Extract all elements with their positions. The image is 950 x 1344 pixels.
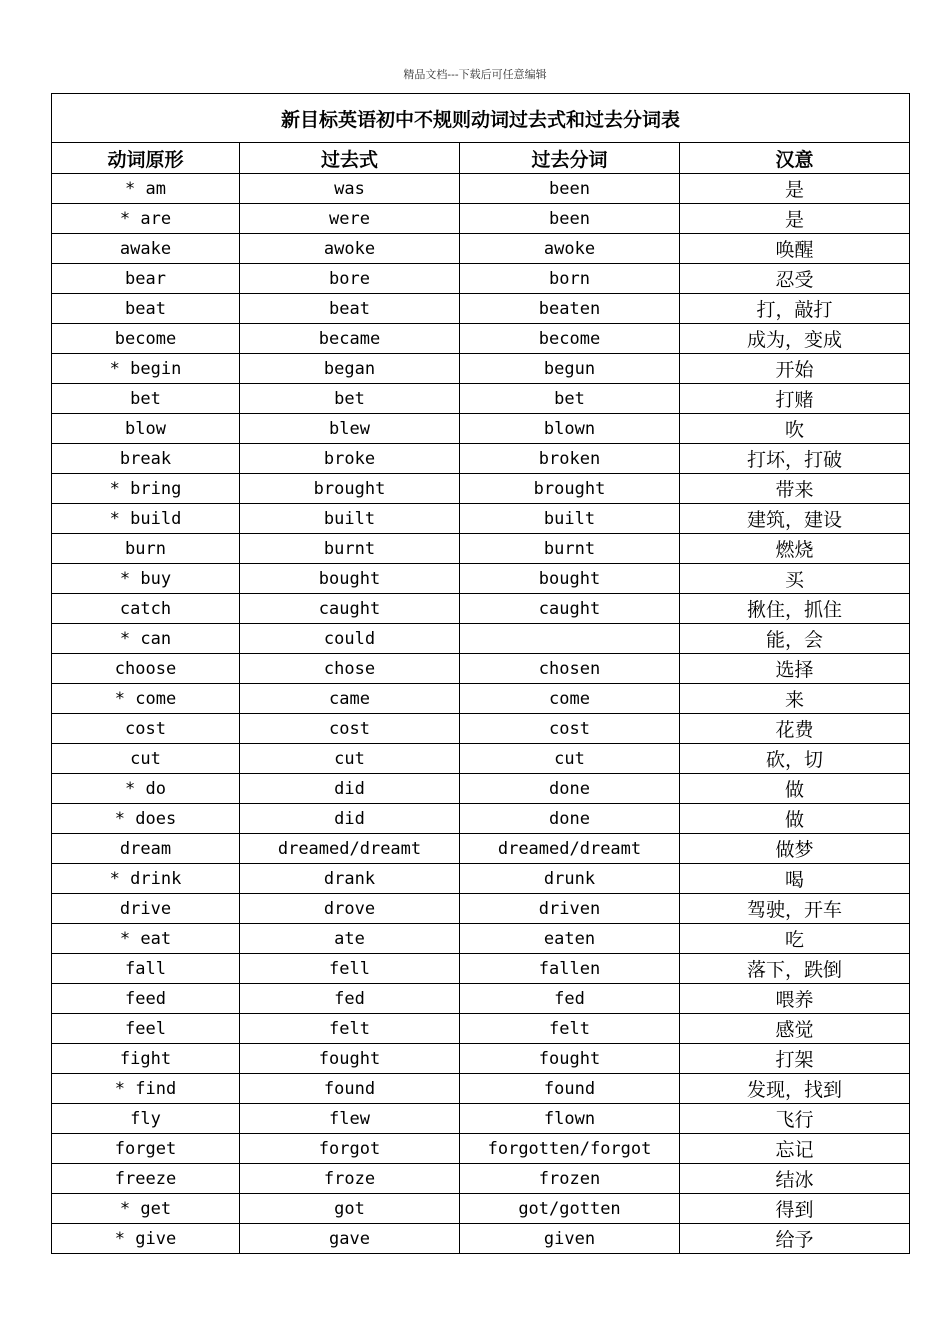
table-row bbox=[52, 1224, 910, 1254]
cell-past-participle: come bbox=[460, 684, 680, 714]
table-row bbox=[52, 174, 910, 204]
table-row bbox=[52, 264, 910, 294]
cell-base-form: feel bbox=[52, 1014, 240, 1044]
cell-base-form: * am bbox=[52, 174, 240, 204]
column-header-base-form: 动词原形 bbox=[52, 143, 240, 174]
table-row bbox=[52, 804, 910, 834]
cell-past-tense: bet bbox=[240, 384, 460, 414]
cell-past-tense: beat bbox=[240, 294, 460, 324]
cell-past-participle: given bbox=[460, 1224, 680, 1254]
table-row bbox=[52, 744, 910, 774]
table-row bbox=[52, 654, 910, 684]
cell-base-form: * can bbox=[52, 624, 240, 654]
cell-meaning: 忘记 bbox=[680, 1134, 910, 1164]
cell-base-form: blow bbox=[52, 414, 240, 444]
cell-past-participle: been bbox=[460, 204, 680, 234]
table-row bbox=[52, 894, 910, 924]
table-row bbox=[52, 774, 910, 804]
cell-past-participle: beaten bbox=[460, 294, 680, 324]
cell-meaning: 落下，跌倒 bbox=[680, 954, 910, 984]
table-row bbox=[52, 1014, 910, 1044]
cell-past-participle: felt bbox=[460, 1014, 680, 1044]
cell-past-participle: fallen bbox=[460, 954, 680, 984]
cell-base-form: freeze bbox=[52, 1164, 240, 1194]
cell-meaning: 揪住，抓住 bbox=[680, 594, 910, 624]
cell-meaning: 喝 bbox=[680, 864, 910, 894]
table-row bbox=[52, 414, 910, 444]
cell-base-form: * get bbox=[52, 1194, 240, 1224]
cell-past-participle: cut bbox=[460, 744, 680, 774]
cell-meaning: 飞行 bbox=[680, 1104, 910, 1134]
cell-base-form: fly bbox=[52, 1104, 240, 1134]
table-row bbox=[52, 864, 910, 894]
cell-base-form: * does bbox=[52, 804, 240, 834]
table-row bbox=[52, 324, 910, 354]
cell-past-participle: fought bbox=[460, 1044, 680, 1074]
cell-base-form: * come bbox=[52, 684, 240, 714]
cell-base-form: fight bbox=[52, 1044, 240, 1074]
cell-past-tense: brought bbox=[240, 474, 460, 504]
cell-meaning: 来 bbox=[680, 684, 910, 714]
cell-past-tense: was bbox=[240, 174, 460, 204]
cell-base-form: cut bbox=[52, 744, 240, 774]
cell-meaning: 发现，找到 bbox=[680, 1074, 910, 1104]
table-row bbox=[52, 1074, 910, 1104]
cell-past-participle: bought bbox=[460, 564, 680, 594]
cell-base-form: * bring bbox=[52, 474, 240, 504]
cell-past-participle: burnt bbox=[460, 534, 680, 564]
cell-past-tense: drank bbox=[240, 864, 460, 894]
cell-base-form: * begin bbox=[52, 354, 240, 384]
cell-past-tense: ate bbox=[240, 924, 460, 954]
cell-past-participle: become bbox=[460, 324, 680, 354]
cell-base-form: * buy bbox=[52, 564, 240, 594]
cell-meaning: 做 bbox=[680, 804, 910, 834]
cell-meaning: 砍，切 bbox=[680, 744, 910, 774]
cell-meaning: 吃 bbox=[680, 924, 910, 954]
table-row bbox=[52, 204, 910, 234]
cell-meaning: 建筑，建设 bbox=[680, 504, 910, 534]
header-note: 精品文档---下载后可任意编辑 bbox=[403, 68, 547, 81]
cell-past-participle: blown bbox=[460, 414, 680, 444]
cell-past-tense: did bbox=[240, 804, 460, 834]
cell-past-tense: found bbox=[240, 1074, 460, 1104]
cell-meaning: 带来 bbox=[680, 474, 910, 504]
cell-base-form: drive bbox=[52, 894, 240, 924]
cell-base-form: forget bbox=[52, 1134, 240, 1164]
cell-past-tense: did bbox=[240, 774, 460, 804]
cell-meaning: 给予 bbox=[680, 1224, 910, 1254]
cell-base-form: * find bbox=[52, 1074, 240, 1104]
cell-base-form: feed bbox=[52, 984, 240, 1014]
cell-meaning: 做 bbox=[680, 774, 910, 804]
cell-past-tense: bore bbox=[240, 264, 460, 294]
cell-past-tense: built bbox=[240, 504, 460, 534]
column-header-meaning: 汉意 bbox=[680, 143, 910, 174]
cell-base-form: fall bbox=[52, 954, 240, 984]
cell-past-tense: forgot bbox=[240, 1134, 460, 1164]
cell-meaning: 忍受 bbox=[680, 264, 910, 294]
column-header-past-participle: 过去分词 bbox=[460, 143, 680, 174]
cell-meaning: 买 bbox=[680, 564, 910, 594]
cell-past-tense: fed bbox=[240, 984, 460, 1014]
table-row bbox=[52, 714, 910, 744]
cell-past-tense: were bbox=[240, 204, 460, 234]
table-row bbox=[52, 984, 910, 1014]
table-row bbox=[52, 354, 910, 384]
cell-past-participle: fed bbox=[460, 984, 680, 1014]
cell-past-participle: chosen bbox=[460, 654, 680, 684]
cell-meaning: 吹 bbox=[680, 414, 910, 444]
cell-past-participle: brought bbox=[460, 474, 680, 504]
table-row bbox=[52, 1044, 910, 1074]
cell-past-participle: done bbox=[460, 774, 680, 804]
cell-past-participle: awoke bbox=[460, 234, 680, 264]
cell-base-form: * do bbox=[52, 774, 240, 804]
cell-past-participle: flown bbox=[460, 1104, 680, 1134]
cell-past-participle bbox=[460, 624, 680, 654]
table-body bbox=[52, 174, 910, 1254]
cell-past-participle: dreamed/dreamt bbox=[460, 834, 680, 864]
cell-base-form: break bbox=[52, 444, 240, 474]
cell-past-participle: born bbox=[460, 264, 680, 294]
cell-base-form: * give bbox=[52, 1224, 240, 1254]
table-row bbox=[52, 534, 910, 564]
cell-base-form: burn bbox=[52, 534, 240, 564]
table-row bbox=[52, 624, 910, 654]
table-row bbox=[52, 294, 910, 324]
cell-past-tense: flew bbox=[240, 1104, 460, 1134]
cell-past-tense: caught bbox=[240, 594, 460, 624]
cell-past-participle: built bbox=[460, 504, 680, 534]
cell-base-form: become bbox=[52, 324, 240, 354]
cell-past-participle: caught bbox=[460, 594, 680, 624]
cell-meaning: 开始 bbox=[680, 354, 910, 384]
cell-base-form: * eat bbox=[52, 924, 240, 954]
table-row bbox=[52, 594, 910, 624]
cell-meaning: 得到 bbox=[680, 1194, 910, 1224]
table-row bbox=[52, 924, 910, 954]
cell-meaning: 结冰 bbox=[680, 1164, 910, 1194]
cell-past-participle: begun bbox=[460, 354, 680, 384]
cell-meaning: 是 bbox=[680, 174, 910, 204]
table-row bbox=[52, 954, 910, 984]
cell-base-form: beat bbox=[52, 294, 240, 324]
cell-past-participle: frozen bbox=[460, 1164, 680, 1194]
cell-meaning: 驾驶，开车 bbox=[680, 894, 910, 924]
table-row bbox=[52, 1194, 910, 1224]
table-row bbox=[52, 1104, 910, 1134]
cell-meaning: 能，会 bbox=[680, 624, 910, 654]
cell-meaning: 燃烧 bbox=[680, 534, 910, 564]
cell-meaning: 打坏，打破 bbox=[680, 444, 910, 474]
cell-meaning: 感觉 bbox=[680, 1014, 910, 1044]
cell-meaning: 喂养 bbox=[680, 984, 910, 1014]
cell-past-participle: found bbox=[460, 1074, 680, 1104]
cell-past-participle: eaten bbox=[460, 924, 680, 954]
cell-base-form: bear bbox=[52, 264, 240, 294]
table-row bbox=[52, 1134, 910, 1164]
table-row bbox=[52, 474, 910, 504]
cell-meaning: 花费 bbox=[680, 714, 910, 744]
table-row bbox=[52, 234, 910, 264]
cell-base-form: bet bbox=[52, 384, 240, 414]
table-title-row bbox=[52, 94, 910, 143]
cell-meaning: 打赌 bbox=[680, 384, 910, 414]
cell-base-form: * are bbox=[52, 204, 240, 234]
cell-meaning: 打，敲打 bbox=[680, 294, 910, 324]
cell-past-tense: blew bbox=[240, 414, 460, 444]
cell-past-participle: cost bbox=[460, 714, 680, 744]
cell-base-form: awake bbox=[52, 234, 240, 264]
cell-past-tense: awoke bbox=[240, 234, 460, 264]
cell-past-tense: burnt bbox=[240, 534, 460, 564]
cell-past-tense: fell bbox=[240, 954, 460, 984]
cell-past-tense: drove bbox=[240, 894, 460, 924]
cell-meaning: 选择 bbox=[680, 654, 910, 684]
cell-past-participle: driven bbox=[460, 894, 680, 924]
table-row bbox=[52, 444, 910, 474]
table-row bbox=[52, 834, 910, 864]
table-row bbox=[52, 1164, 910, 1194]
column-header-past-tense: 过去式 bbox=[240, 143, 460, 174]
cell-base-form: catch bbox=[52, 594, 240, 624]
cell-past-tense: dreamed/dreamt bbox=[240, 834, 460, 864]
cell-base-form: * drink bbox=[52, 864, 240, 894]
cell-past-participle: broken bbox=[460, 444, 680, 474]
cell-past-participle: been bbox=[460, 174, 680, 204]
cell-past-participle: drunk bbox=[460, 864, 680, 894]
cell-past-participle: got/gotten bbox=[460, 1194, 680, 1224]
cell-meaning: 打架 bbox=[680, 1044, 910, 1074]
cell-meaning: 是 bbox=[680, 204, 910, 234]
table-header-row bbox=[52, 143, 910, 174]
cell-past-tense: froze bbox=[240, 1164, 460, 1194]
table-row bbox=[52, 684, 910, 714]
cell-past-tense: came bbox=[240, 684, 460, 714]
cell-past-tense: got bbox=[240, 1194, 460, 1224]
cell-past-tense: began bbox=[240, 354, 460, 384]
cell-meaning: 成为，变成 bbox=[680, 324, 910, 354]
cell-past-participle: done bbox=[460, 804, 680, 834]
cell-past-tense: could bbox=[240, 624, 460, 654]
cell-meaning: 唤醒 bbox=[680, 234, 910, 264]
cell-base-form: cost bbox=[52, 714, 240, 744]
cell-base-form: * build bbox=[52, 504, 240, 534]
cell-past-tense: gave bbox=[240, 1224, 460, 1254]
cell-meaning: 做梦 bbox=[680, 834, 910, 864]
cell-past-tense: became bbox=[240, 324, 460, 354]
table-title: 新目标英语初中不规则动词过去式和过去分词表 bbox=[52, 94, 910, 143]
cell-base-form: dream bbox=[52, 834, 240, 864]
cell-past-tense: cost bbox=[240, 714, 460, 744]
table-row bbox=[52, 384, 910, 414]
cell-past-tense: cut bbox=[240, 744, 460, 774]
table-row bbox=[52, 564, 910, 594]
table-row bbox=[52, 504, 910, 534]
cell-past-tense: felt bbox=[240, 1014, 460, 1044]
cell-past-tense: fought bbox=[240, 1044, 460, 1074]
cell-past-tense: chose bbox=[240, 654, 460, 684]
cell-past-participle: forgotten/forgot bbox=[460, 1134, 680, 1164]
cell-base-form: choose bbox=[52, 654, 240, 684]
cell-past-participle: bet bbox=[460, 384, 680, 414]
cell-past-tense: bought bbox=[240, 564, 460, 594]
irregular-verbs-table bbox=[51, 93, 910, 1254]
cell-past-tense: broke bbox=[240, 444, 460, 474]
